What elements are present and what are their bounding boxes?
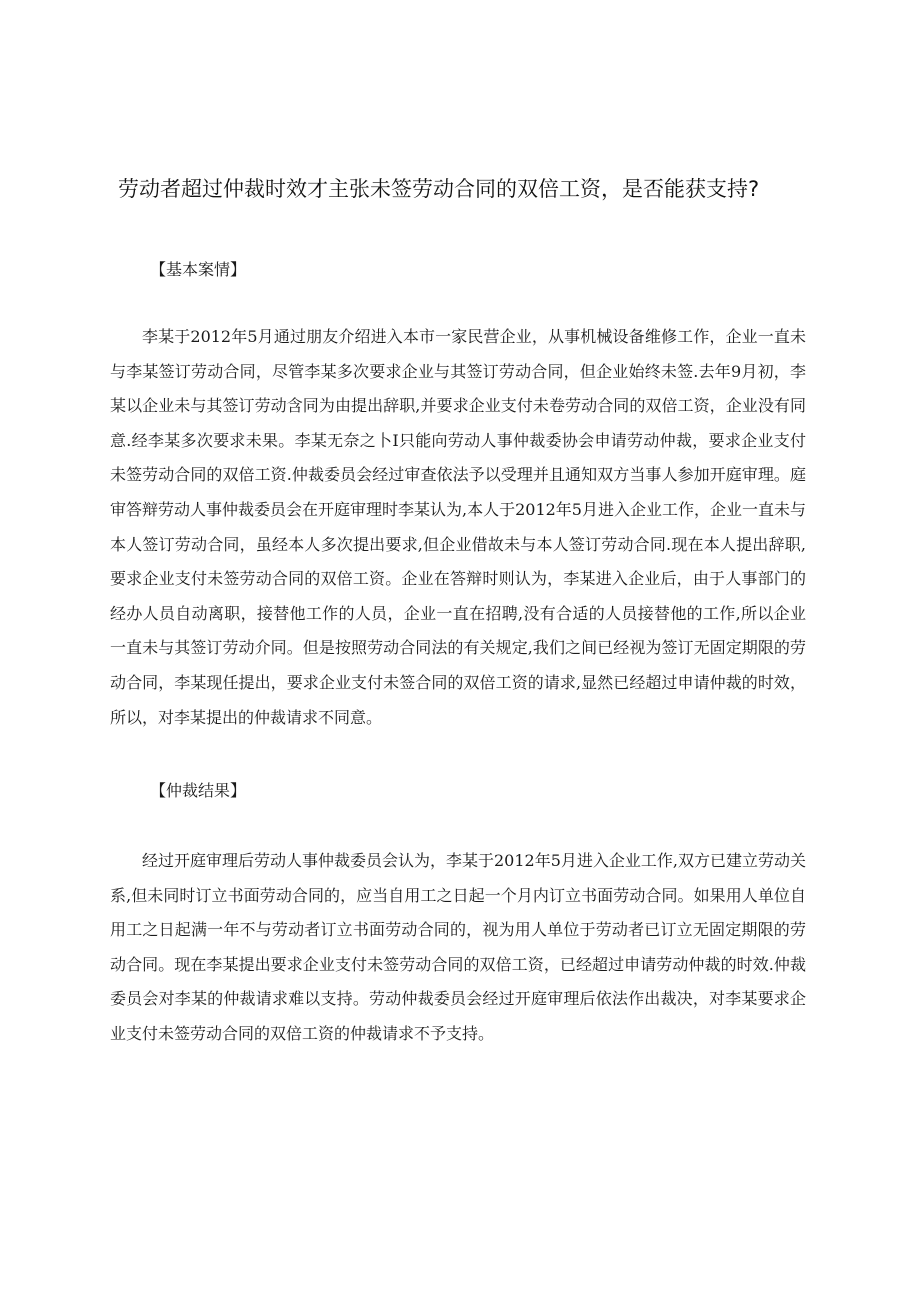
- section-heading-arbitration-result: 【仲裁结果】: [150, 781, 247, 800]
- section-paragraph-basic-facts: 李某于2012年5月通过朋友介绍进入本市一家民营企业，从事机械设备维修工作，企业一直未与李某签订劳动合同，尽管李某多次要求企业与其签订劳动合同，但企业始终未签.去年9月初，李某以企业未与其签订劳动含同为由提出辞职,并要求企业支付未卷劳动合同的双倍工资，企业没有同意.经李某多次要求未果。李某无奈之卜I只能向劳动人事仲裁委协会申请劳动仲裁，要求企业支付未签劳动合同的双倍工资.仲裁委员会经过审查依法予以受理并且通知双方当事人参加开庭审理。庭审答辩劳动人事仲裁委员会在开庭审理时李某认为,本人于2012年5月进入企业工作，企业一直未与本人签订劳动合同，虽经本人多次提出要求,但企业借故未与本人签订劳动合同.现在本人提出辞职,要求企业支付未签劳动合同的双倍工资。企业在答辩时则认为，李某进入企业后，由于人事部门的经办人员自动离职，接替他工作的人员，企业一直在招聘,没有合适的人员接替他的工作,所以企业一直未与其签订劳动介同。但是按照劳动合同法的有关规定,我们之间已经视为签订无固定期限的劳动合同，李某现任提出，要求企业支付未签合同的双倍工资的请求,显然已经超过申请仲裁的时效，所以，对李某提出的仲裁请求不同意。: [110, 327, 806, 727]
- document-title: 劳动者超过仲裁时效才主张未签劳动合同的双倍工资，是否能获支持?: [118, 177, 760, 201]
- section-heading-basic-facts: 【基本案情】: [150, 260, 247, 279]
- section-paragraph-arbitration-result: 经过开庭审理后劳动人事仲裁委员会认为，李某于2012年5月进入企业工作,双方已建立劳动关系,但未同时订立书面劳动合同的，应当自用工之日起一个月内订立书面劳动合同。如果用人单位自用工之日起满一年不与劳动者订立书面劳动合同的，视为用人单位于劳动者已订立无固定期限的劳动合同。现在李某提出要求企业支付未签劳动合同的双倍工资，已经超过申请劳动仲裁的时效.仲裁委员会对李某的仲裁请求难以支持。劳动仲裁委员会经过开庭审理后依法作出裁决，对李某要求企业支付未签劳动合同的双倍工资的仲裁请求不予支持。: [110, 851, 806, 1043]
